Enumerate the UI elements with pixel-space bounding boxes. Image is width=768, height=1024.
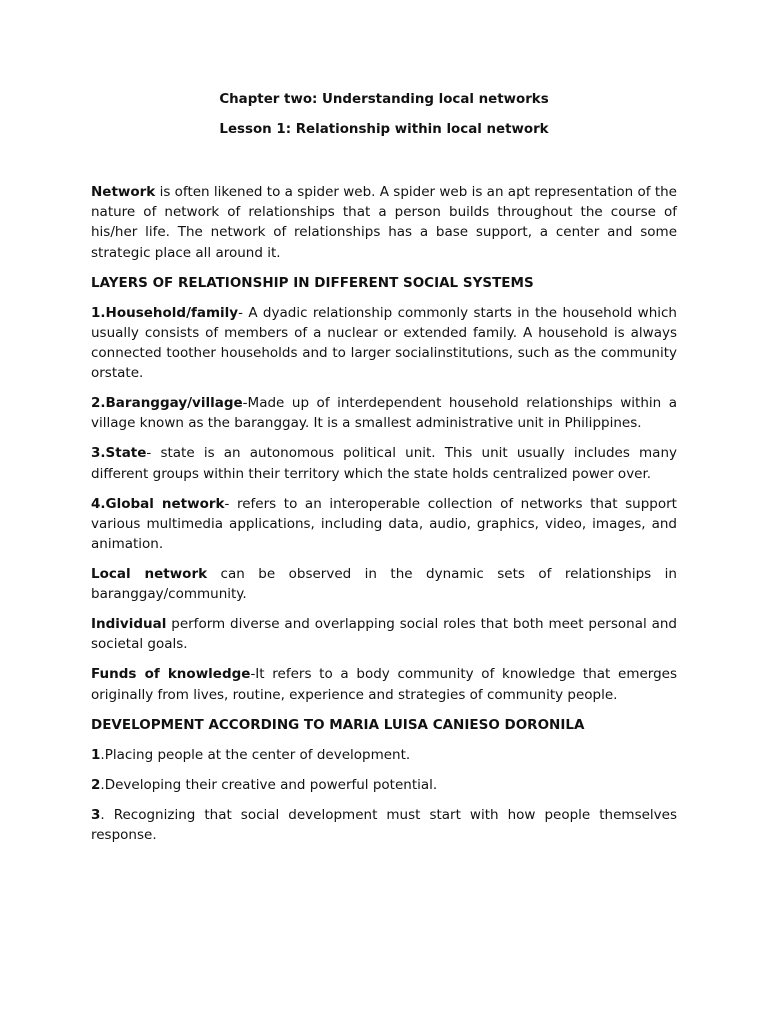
intro-paragraph: [91, 182, 677, 263]
definition-text: -It refers to a body community of knowledge that emerges originally from lives, routine, experience and strategies of community people.: [91, 666, 677, 703]
layer-item: [91, 443, 677, 483]
lesson-title: Lesson 1: Relationship within local network: [219, 122, 549, 137]
development-number: 1: [91, 746, 101, 763]
chapter-title: Chapter two: Understanding local networks: [219, 92, 549, 107]
layer-item: [91, 494, 677, 555]
layer-item: [91, 303, 677, 384]
layer-text: - state is an autonomous political unit. This unit usually includes many different groups within their territory which the state holds centralized power over.: [91, 445, 677, 482]
intro-term: Network: [91, 184, 156, 200]
definition-item: [91, 664, 677, 704]
layer-term: 2.Baranggay/village: [91, 395, 243, 412]
development-number: 3: [91, 806, 101, 823]
development-text: .Placing people at the center of development.: [100, 746, 411, 763]
layer-text: - refers to an interoperable collection of networks that support various multimedia applications, including data, audio, graphics, video, images, and animation.: [91, 495, 677, 553]
development-number: 2: [91, 776, 101, 793]
definition-term: Local network: [91, 566, 208, 583]
layer-text: -Made up of interdependent household relationships within a village known as the baranggay. It is a smallest administrative unit in Philippines.: [91, 395, 677, 432]
development-heading: DEVELOPMENT ACCORDING TO MARIA LUISA CANIESO DORONILA: [91, 716, 585, 733]
definition-item: [91, 564, 677, 604]
development-item: [91, 805, 677, 845]
intro-text: is often likened to a spider web. A spider web is an apt representation of the nature of network of relationships that a person builds throughout the course of his/her life. The network of relationships has a base support, a center and some strategic place all around it.: [91, 184, 677, 261]
layers-heading: LAYERS OF RELATIONSHIP IN DIFFERENT SOCIAL SYSTEMS: [91, 274, 534, 291]
layer-term: 4.Global network: [91, 495, 225, 512]
definition-term: Funds of knowledge: [91, 666, 251, 683]
definition-text: perform diverse and overlapping social roles that both meet personal and societal goals.: [91, 616, 677, 653]
development-text: .Developing their creative and powerful potential.: [100, 776, 438, 793]
layer-term: 3.State: [91, 445, 147, 462]
development-text: . Recognizing that social development must start with how people themselves response.: [91, 806, 677, 843]
definition-text: can be observed in the dynamic sets of relationships in baranggay/community.: [91, 566, 677, 603]
definition-item: [91, 614, 677, 654]
development-item: [91, 775, 677, 795]
layer-item: [91, 393, 677, 433]
development-item: [91, 745, 677, 765]
layer-text: - A dyadic relationship commonly starts in the household which usually consists of members of a nuclear or extended family. A household is always connected toother households and to larger socialinstitutions, such as the community orstate.: [91, 304, 677, 382]
layer-term: 1.Household/family: [91, 304, 239, 321]
document-body: [91, 182, 677, 855]
definition-term: Individual: [91, 616, 167, 633]
